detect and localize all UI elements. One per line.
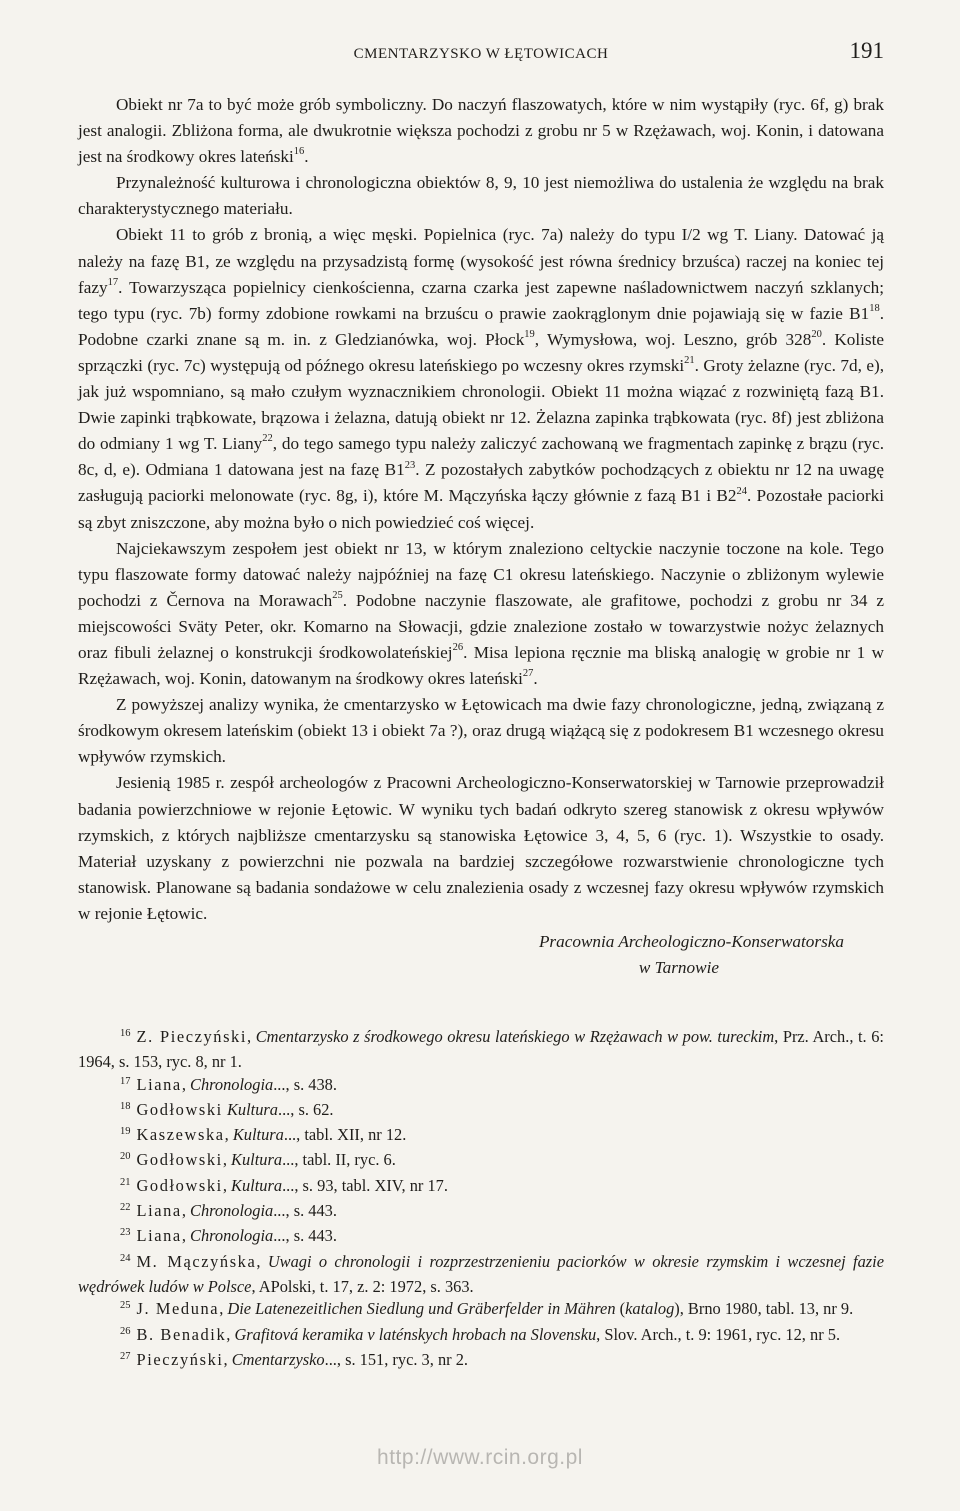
- footnote: [78, 1074, 884, 1099]
- author-name: Pieczyński: [136, 1349, 224, 1369]
- footnote-ref: 26: [452, 642, 464, 654]
- text-run: . Pozostałe paciorki są zbyt zniszczone, aby można było o nich powiedzieć coś więcej.: [78, 486, 884, 532]
- text-run: ,: [181, 1201, 191, 1221]
- paragraph: [78, 692, 884, 770]
- text-run: ..., tabl. II, ryc. 6.: [282, 1150, 396, 1170]
- text-run: ,: [223, 1349, 232, 1369]
- text-run: ,: [256, 1251, 268, 1271]
- footnote-number: 20: [120, 1151, 131, 1163]
- footnote: [78, 1099, 884, 1124]
- text-run: ,: [247, 1027, 256, 1046]
- italic-title: Chronologia: [190, 1201, 274, 1221]
- author-name: Liana: [136, 1074, 182, 1094]
- footnote-number: 16: [120, 1028, 131, 1039]
- italic-title: Cmentarzysko: [231, 1349, 325, 1369]
- text-run: ,: [181, 1226, 191, 1246]
- text-run: ,: [219, 1299, 228, 1319]
- italic-title: Chronologia: [190, 1226, 274, 1246]
- author-name: Z. Pieczyński: [136, 1027, 248, 1046]
- footnote: [78, 1251, 884, 1299]
- text-run: ,: [226, 1324, 235, 1344]
- footnote: [78, 1349, 884, 1374]
- footnote-ref: 16: [293, 146, 305, 158]
- text-run: .: [304, 147, 309, 167]
- text-run: . Z pozostałych zabytków pochodzących z obiektu nr 12 na uwagę zasługują paciorki melonowate (ryc. 8g, i), które M. Mączyńska łączy głównie z fazą B1 i B2: [78, 460, 884, 506]
- paragraph: [78, 536, 884, 693]
- author-name: Kaszewska: [136, 1125, 225, 1145]
- author-name: M. Mączyńska: [136, 1251, 257, 1271]
- footnote-ref: 24: [736, 485, 747, 497]
- text-run: . Misa lepiona ręcznie ma bliską analogię w grobie nr 1 w Rzężawach, woj. Konin, datowanym na środkowy okres lateński: [78, 642, 884, 689]
- italic-title: Kultura: [226, 1099, 278, 1119]
- footnote: [78, 1200, 884, 1225]
- text-run: ), Brno 1980, tabl. 13, nr 9.: [674, 1299, 854, 1319]
- text-run: Obiekt nr 7a to być może grób symboliczny. Do naczyń flaszowatych, które w nim wystąpiły (ryc. 6f, g) brak jest analogii. Zbliżona forma, ale dwukrotnie większa pochodzi z grobu nr 5 w Rzężawach, woj. Konin, i datowana jest na środkowy okres lateński: [78, 95, 884, 167]
- footnotes: [78, 1026, 884, 1374]
- text-run: ..., s. 151, ryc. 3, nr 2.: [324, 1349, 468, 1369]
- footnote: [78, 1026, 884, 1074]
- footnote-ref: 27: [522, 668, 534, 680]
- text-run: ,: [181, 1074, 191, 1094]
- text-run: ..., s. 93, tabl. XIV, nr 17.: [282, 1175, 448, 1195]
- text-run: ,: [224, 1125, 233, 1145]
- text-run: ..., s. 443.: [273, 1226, 337, 1246]
- running-title: CMENTARZYSKO W ŁĘTOWICACH: [353, 46, 609, 62]
- footnote: [78, 1225, 884, 1250]
- text-run: , Slov. Arch., t. 9: 1961, ryc. 12, nr 5.: [596, 1324, 841, 1344]
- footnote-ref: 20: [811, 329, 822, 341]
- text-run: ,: [222, 1150, 232, 1170]
- italic-title: Cmentarzysko z środkowego okresu lateńskiego w Rzężawach w pow. tureckim: [255, 1027, 775, 1046]
- italic-title: Grafitová keramika v laténskych hrobach na Slovensku: [234, 1324, 597, 1344]
- footnote-number: 24: [120, 1252, 131, 1264]
- footnote-ref: 18: [869, 303, 880, 315]
- footnote-ref: 25: [332, 590, 343, 602]
- body-text: [78, 92, 884, 981]
- running-header: [78, 36, 884, 68]
- text-run: . Podobne czarki znane są m. in. z Gledzianówka, woj. Płock: [78, 303, 884, 349]
- watermark-url: http://www.rcin.org.pl: [377, 1446, 583, 1469]
- footnote: [78, 1124, 884, 1149]
- text-run: , do tego samego typu należy zaliczyć zachowaną we fragmentach zapinkę z brązu (ryc. 8c, d, e). Odmiana 1 datowana jest na fazę B1: [78, 434, 885, 480]
- footnote-number: 19: [120, 1126, 131, 1138]
- footnote-ref: 21: [684, 355, 695, 367]
- footnote-number: 18: [120, 1100, 131, 1112]
- footnote: [78, 1175, 884, 1200]
- text-run: ..., tabl. XII, nr 12.: [283, 1125, 407, 1145]
- footnote-ref: 17: [107, 276, 119, 288]
- text-run: Jesienią 1985 r. zespół archeologów z Pracowni Archeologiczno-Konserwatorskiej w Tarnowie przeprowadził badania powierzchniowe w rejonie Łętowic. W wyniku tych badań odkryto szereg stanowisk z okresu wpływów rzymskich, z których najbliższe cmentarzysku są stanowiska Łętowice 3, 4, 5, 6 (ryc. 1). Wszystkie to osady. Materiał uzyskany z powierzchni nie pozwala na bardziej szczegółowe rozwarstwienie chronologiczne tych stanowisk. Planowane są badania sondażowe w celu znalezienia osady z wczesnej fazy okresu wpływów rzymskich w rejonie Łętowic.: [78, 773, 884, 923]
- paragraph: [78, 92, 884, 170]
- text-run: Przynależność kulturowa i chronologiczna obiektów 8, 9, 10 jest niemożliwa do ustalenia że względu na brak charakterystycznego materiału.: [78, 173, 884, 219]
- text-run: .: [533, 669, 538, 689]
- signature-institution: Pracownia Archeologiczno-Konserwatorska: [538, 932, 844, 951]
- paragraph: [78, 222, 884, 535]
- footnote: [78, 1298, 884, 1323]
- italic-title: katalog: [625, 1299, 675, 1319]
- footnote: [78, 1324, 884, 1349]
- footnote-number: 27: [120, 1350, 131, 1362]
- italic-title: Kultura: [232, 1125, 284, 1145]
- author-name: Liana: [136, 1226, 182, 1246]
- text-run: ..., s. 443.: [273, 1201, 337, 1221]
- author-name: Godłowski: [136, 1175, 223, 1195]
- page-number: 191: [849, 38, 884, 63]
- text-run: . Groty żelazne (ryc. 7d, e), jak już wspomniano, są mało czułym wyznacznikiem chronologii. Obiekt 11 można wiązać z rozwiniętą fazą B1. Dwie zapinki trąbkowate, brązowa i żelazna, datują obiekt nr 12. Żelazna zapinka trąbkowata (ryc. 8f) jest zbliżona do odmiany 1 wg T. Liany: [78, 355, 884, 454]
- footnote-ref: 23: [404, 459, 416, 471]
- author-name: Godłowski: [136, 1099, 223, 1119]
- text-run: Obiekt 11 to grób z bronią, a więc męski. Popielnica (ryc. 7a) należy do typu I/2 wg T. Liany. Datować ją należy na fazę B1, ze względu na przysadzistą formę (wysokość jest równa średnicy brzuśca) raczej na koniec tej fazy: [78, 225, 884, 297]
- footnote-number: 17: [120, 1075, 131, 1087]
- paragraphs: [78, 92, 884, 927]
- text-run: , Prz. Arch., t. 6: 1964, s. 153, ryc. 8, nr 1.: [78, 1027, 884, 1072]
- signature-place: w Tarnowie: [638, 958, 719, 977]
- footnote-number: 21: [120, 1176, 131, 1188]
- italic-title: Chronologia: [190, 1074, 274, 1094]
- italic-title: Die Latenezeitlichen Siedlung und Gräberfelder in Mähren: [227, 1299, 616, 1319]
- text-run: , Wymysłowa, woj. Leszno, grób 328: [534, 329, 812, 349]
- paragraph: [78, 770, 884, 927]
- text-run: . Koliste sprzączki (ryc. 7c) występują od późnego okresu lateńskiego po wczesny okres rzymski: [78, 329, 885, 375]
- italic-title: Kultura: [231, 1175, 283, 1195]
- text-run: ..., s. 62.: [277, 1099, 334, 1119]
- text-run: , APolski, t. 17, z. 2: 1972, s. 363.: [251, 1276, 474, 1296]
- text-run: ..., s. 438.: [273, 1074, 337, 1094]
- author-name: B. Benadik: [136, 1324, 227, 1344]
- text-run: . Podobne naczynie flaszowate, ale grafitowe, pochodzi z grobu nr 34 z miejscowości Sväty Peter, okr. Komarno na Słowacji, gdzie znalezione zostało w towarzystwie nożyc żelaznych oraz fibuli żelaznej o konstrukcji środkowolateńskiej: [78, 590, 884, 662]
- signature: [78, 929, 884, 981]
- author-name: J. Meduna: [136, 1299, 220, 1319]
- text-run: Najciekawszym zespołem jest obiekt nr 13, w którym znaleziono celtyckie naczynie toczone na kole. Tego typu flaszowate formy datować należy najpóźniej na fazę C1 okresu lateńskiego. Naczynie o zbliżonym wylewie pochodzi z Černova na Morawach: [78, 538, 884, 610]
- footnote-ref: 22: [262, 433, 273, 445]
- footnote-number: 26: [120, 1325, 131, 1337]
- text-run: ,: [222, 1175, 232, 1195]
- paragraph: [78, 170, 884, 222]
- italic-title: Kultura: [231, 1150, 283, 1170]
- footnote-number: 25: [120, 1300, 131, 1312]
- author-name: Godłowski: [136, 1150, 223, 1170]
- italic-title: Uwagi o chronologii i rozprzestrzenieniu paciorków w okresie rzymskim i wczesnej fazie wędrówek ludów w Polsce: [78, 1251, 884, 1296]
- text-run: . Towarzysząca popielnicy cienkościenna, czarna czarka jest zapewne naśladownictwem naczyń szklanych; tego typu (ryc. 7b) formy zdobione rowkami na brzuścu o prawie zaokrąglonym dnie pojawiają się w fazie B1: [78, 277, 884, 323]
- footnote-number: 23: [120, 1227, 131, 1239]
- footnote-number: 22: [120, 1202, 131, 1214]
- text-run: Z powyższej analizy wynika, że cmentarzysko w Łętowicach ma dwie fazy chronologiczne, jedną, związaną z środkowym okresem lateńskim (obiekt 13 i obiekt 7a ?), oraz drugą wiążącą się z podokresem B1 wczesnego okresu wpływów rzymskich.: [78, 695, 884, 767]
- author-name: Liana: [136, 1201, 182, 1221]
- footnote: [78, 1149, 884, 1174]
- text-run: (: [615, 1299, 626, 1319]
- footnote-ref: 19: [524, 329, 535, 341]
